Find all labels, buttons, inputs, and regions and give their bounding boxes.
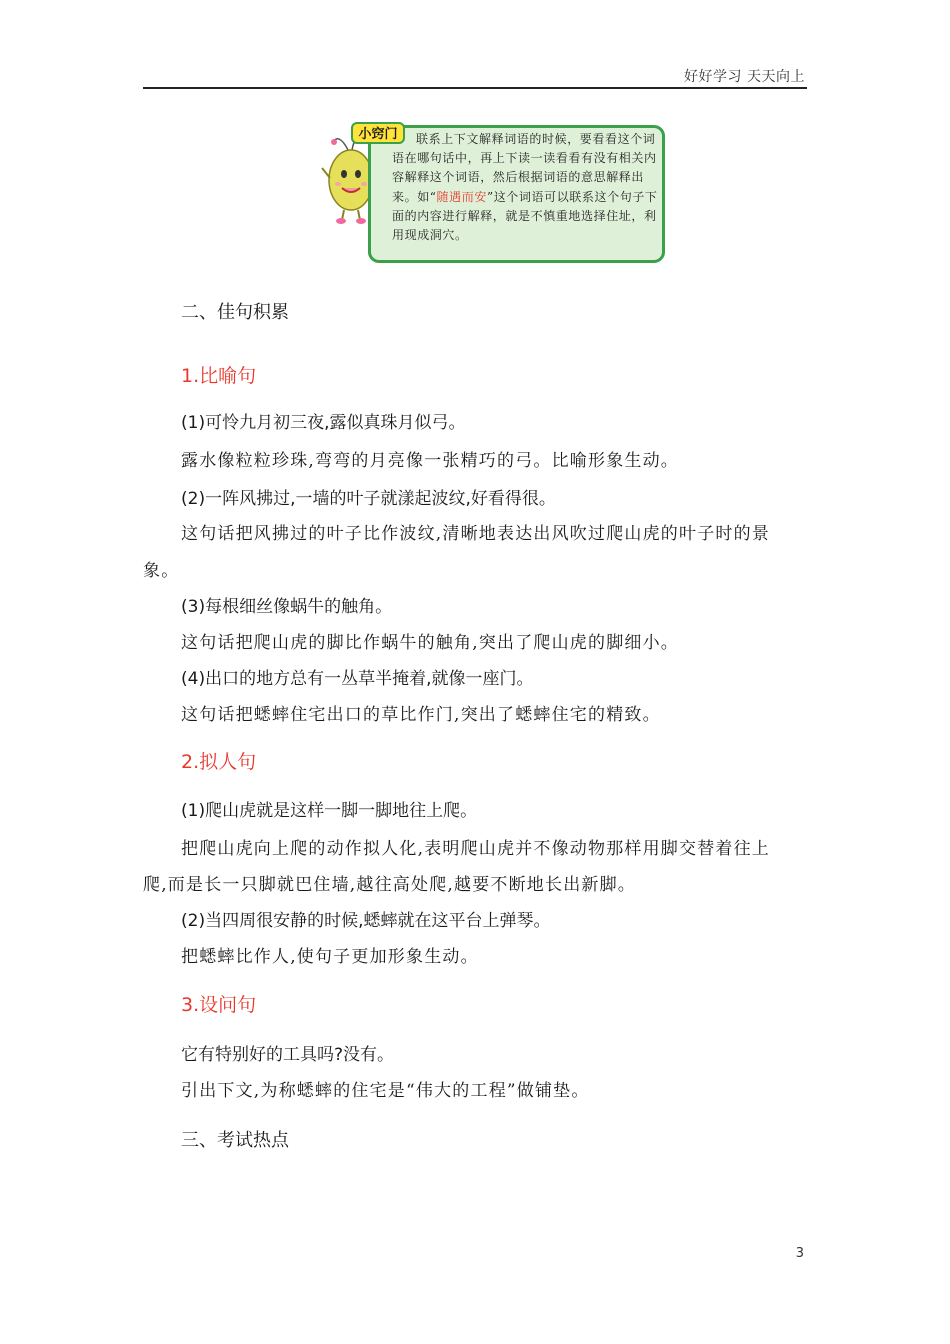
simile-explain-4: 这句话把蟋蟀住宅出口的草比作门,突出了蟋蟀住宅的精致。 xyxy=(181,705,661,725)
simile-explain-3: 这句话把爬山虎的脚比作蜗牛的触角,突出了爬山虎的脚细小。 xyxy=(181,633,680,653)
personification-sentence-1: (1)爬山虎就是这样一脚一脚地往上爬。 xyxy=(181,801,478,821)
personification-sentence-2: (2)当四周很安静的时候,蟋蟀就在这平台上弹琴。 xyxy=(181,911,551,931)
subheading-personification: 2.拟人句 xyxy=(181,751,257,773)
tip-text xyxy=(392,130,660,245)
tip-text-part1: 联系上下文解释词语的时候，要看看这个词语在哪句话中，再上下读一读看看有没有相关内容解释这个词语，然后根据词语的意思解释出来。如“ xyxy=(392,132,657,204)
tip-tab-label: 小窍门 xyxy=(351,122,405,144)
simile-sentence-3: (3)每根细丝像蜗牛的触角。 xyxy=(181,597,393,617)
personification-explain-2: 把蟋蟀比作人,使句子更加形象生动。 xyxy=(181,947,479,967)
subheading-simile: 1.比喻句 xyxy=(181,365,257,387)
subheading-rhetorical-question: 3.设问句 xyxy=(181,994,257,1016)
personification-explain-1-cont: 爬,而是长一只脚就巴住墙,越往高处爬,越要不断地长出新脚。 xyxy=(143,875,637,895)
simile-sentence-4: (4)出口的地方总有一丛草半掩着,就像一座门。 xyxy=(181,669,534,689)
simile-sentence-1: (1)可怜九月初三夜,露似真珠月似弓。 xyxy=(181,413,466,433)
question-sentence: 它有特别好的工具吗?没有。 xyxy=(181,1045,395,1065)
simile-explain-1: 露水像粒粒珍珠,弯弯的月亮像一张精巧的弓。比喻形象生动。 xyxy=(181,451,680,471)
section-heading-exam-focus: 三、考试热点 xyxy=(181,1130,289,1151)
personification-explain-1: 把爬山虎向上爬的动作拟人化,表明爬山虎并不像动物那样用脚交替着往上 xyxy=(181,839,771,859)
page-number: 3 xyxy=(795,1246,804,1261)
simile-explain-2-cont: 象。 xyxy=(143,561,180,581)
question-explain: 引出下文,为称蟋蟀的住宅是“伟大的工程”做铺垫。 xyxy=(181,1081,590,1101)
simile-sentence-2: (2)一阵风拂过,一墙的叶子就漾起波纹,好看得很。 xyxy=(181,489,556,509)
header-divider xyxy=(143,87,807,89)
simile-explain-2: 这句话把风拂过的叶子比作波纹,清晰地表达出风吹过爬山虎的叶子时的景 xyxy=(181,524,771,544)
header-slogan: 好好学习 天天向上 xyxy=(684,69,805,85)
section-heading-sentences: 二、佳句积累 xyxy=(181,302,289,323)
tip-text-part2: ”这个词语可以联系这个句子下面的内容进行解释，就是不慎重地选择住址，利用现成洞穴。 xyxy=(392,189,658,243)
tip-highlight-term: 随遇而安 xyxy=(436,189,487,204)
